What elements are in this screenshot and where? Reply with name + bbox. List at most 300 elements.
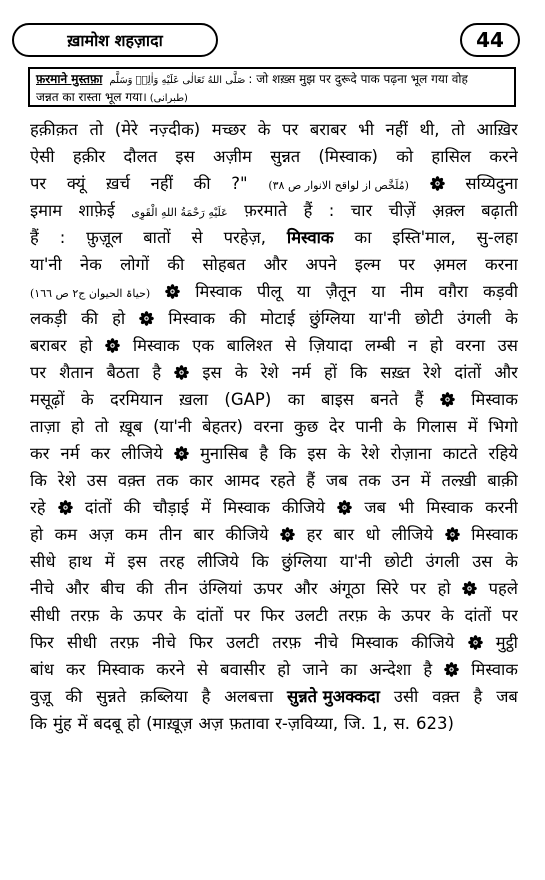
- arabic-reference: (حیاۃ الحیوان ج٢ ص ١٦٦): [30, 287, 151, 300]
- word: हों: [324, 363, 338, 382]
- word: बांध: [30, 660, 54, 679]
- word: पर: [410, 579, 427, 598]
- word: अ़क़्ल: [432, 201, 465, 220]
- word: चीज़ें: [388, 201, 416, 220]
- word: तरफ़: [70, 606, 100, 625]
- word: आमद: [223, 471, 260, 490]
- word: को: [396, 147, 414, 166]
- word: में: [77, 714, 88, 733]
- word: के: [173, 606, 186, 625]
- body-line: [30, 440, 518, 467]
- quote-text-1: : जो शख़्स मुझ पर दुरूदे पाक पढ़ना भूल गया वोह: [248, 72, 468, 86]
- word: फ़तावा: [229, 714, 270, 733]
- word: या: [371, 282, 386, 301]
- word: दांतों: [454, 363, 482, 382]
- flower-ornament-icon: [468, 635, 483, 650]
- word: नीचे: [30, 579, 54, 598]
- word: उस: [472, 552, 493, 571]
- word: भिगो: [488, 417, 518, 436]
- word: ज़ियादा: [308, 336, 353, 355]
- word: सीधे: [30, 552, 56, 571]
- word: तरफ़: [272, 633, 302, 652]
- body-line: [30, 116, 518, 143]
- word: कर: [65, 660, 86, 679]
- word: या'नी: [30, 255, 62, 274]
- word: रेशे: [260, 363, 279, 382]
- word: हैं: [30, 228, 39, 247]
- word: लीजिये: [197, 552, 239, 571]
- word: कर: [30, 444, 50, 463]
- word: ख़ला: [179, 390, 209, 409]
- word: ताज़ा: [30, 417, 61, 436]
- word: रोज़ाना: [390, 444, 432, 463]
- word: बालिश्त: [226, 336, 273, 355]
- word: करने: [156, 660, 185, 679]
- word: बदबू: [93, 714, 122, 733]
- word: कार: [189, 471, 214, 490]
- word: तो: [451, 120, 465, 139]
- body-text: [30, 116, 518, 737]
- word: बार: [333, 525, 355, 544]
- body-line: [30, 575, 518, 602]
- body-line: [30, 170, 518, 197]
- word: छुंग्लिया: [281, 552, 327, 571]
- word: की: [123, 498, 141, 517]
- word: वरना: [455, 336, 486, 355]
- word: फिर: [30, 633, 54, 652]
- word: के: [110, 606, 123, 625]
- word: से: [196, 660, 209, 679]
- word: सिरे: [376, 579, 399, 598]
- word: मच्छर: [211, 120, 247, 139]
- word: सीधी: [30, 606, 60, 625]
- word: तो: [94, 417, 109, 436]
- word: थी,: [419, 120, 440, 139]
- quote-reference: (طبرانی): [149, 93, 188, 104]
- word: सु-लहा: [476, 228, 518, 247]
- body-line: [30, 278, 518, 305]
- word: र-ज़विय्या,: [275, 714, 339, 733]
- word: करना: [485, 255, 518, 274]
- word: तो: [89, 120, 104, 139]
- word: कम: [54, 525, 78, 544]
- word: मिस्वाक: [168, 309, 216, 328]
- word: तरफ़: [110, 633, 139, 652]
- word: गिलास: [416, 417, 457, 436]
- word: धो: [365, 525, 381, 544]
- word: सख़्त: [380, 363, 411, 382]
- word: के: [393, 417, 406, 436]
- word: ऐसी: [30, 147, 55, 166]
- word: चौड़ाई: [152, 498, 189, 517]
- word: रहते: [270, 471, 296, 490]
- word: इल्म: [354, 255, 381, 274]
- word: बवासीर: [220, 660, 266, 679]
- word: (या'नी: [153, 417, 192, 436]
- word: मिस्वाक: [471, 660, 518, 679]
- word: (माख़ूज़: [146, 714, 193, 733]
- word: का: [287, 390, 305, 409]
- word: नज़्दीक): [149, 120, 201, 139]
- flower-ornament-icon: [440, 392, 455, 407]
- word: उंगली: [425, 552, 460, 571]
- word: भी: [358, 120, 374, 139]
- word: मुंह: [52, 714, 72, 733]
- word: में: [467, 417, 478, 436]
- word: हर: [306, 525, 323, 544]
- word: तीन: [164, 579, 188, 598]
- bold-term: मिस्वाक: [286, 228, 334, 247]
- word: कम: [125, 525, 148, 544]
- body-line: [30, 305, 518, 332]
- word: हैं: [303, 201, 313, 220]
- word: में: [104, 552, 115, 571]
- body-line: [30, 548, 518, 575]
- word: शाफ़ेई: [78, 201, 115, 220]
- word: है: [152, 363, 162, 382]
- word: :: [328, 201, 335, 220]
- word: के: [80, 390, 94, 409]
- word: हासिल: [431, 147, 472, 166]
- flower-ornament-icon: [139, 311, 154, 326]
- word: की: [65, 687, 83, 706]
- word: की: [81, 309, 99, 328]
- word: मिस्वाक: [471, 390, 518, 409]
- word: के: [441, 606, 454, 625]
- word: कि: [279, 444, 297, 463]
- word: बढ़ाती: [481, 201, 518, 220]
- word: करने: [489, 147, 518, 166]
- body-line: [30, 710, 518, 737]
- word: पर: [501, 606, 518, 625]
- word: वक़्त: [432, 687, 460, 706]
- word: क्यूं: [66, 174, 86, 193]
- word: अन्देशा: [369, 660, 412, 679]
- word: ख़र्च: [105, 174, 130, 193]
- word: इस: [175, 147, 195, 166]
- word: पर: [282, 120, 299, 139]
- word: मिस्वाक: [351, 633, 399, 652]
- flower-ornament-icon: [337, 500, 352, 515]
- word: वुज़ू: [30, 687, 52, 706]
- body-line: [30, 467, 518, 494]
- word: हो: [277, 660, 291, 679]
- word: उस: [497, 336, 518, 355]
- word: हो: [79, 336, 93, 355]
- word: के: [378, 606, 391, 625]
- word: मसूढ़ों: [30, 390, 65, 409]
- word: रेशे: [423, 363, 442, 382]
- word: बीच: [100, 579, 125, 598]
- flower-ornament-icon: [445, 527, 460, 542]
- arabic-salutation: صَلَّى اللهُ تَعَالٰى عَلَيْهِ وَاٰلِهٖ وَسَلَّم: [109, 75, 246, 86]
- word: इस: [307, 444, 327, 463]
- word: तक: [156, 471, 179, 490]
- word: कि: [251, 552, 269, 571]
- arabic-reference: عَلَيْهِ رَحْمَةُ اللهِ الْقَوِی: [131, 206, 228, 219]
- word: छुंग्लिया: [309, 309, 355, 328]
- quote-heading: फ़रमाने मुस्तफ़ा: [36, 72, 103, 86]
- word: जब: [325, 471, 348, 490]
- word: के: [257, 120, 271, 139]
- word: नीम: [400, 282, 424, 301]
- word: दरमियान: [110, 390, 163, 409]
- word: है: [423, 660, 433, 679]
- word: लकड़ी: [30, 309, 67, 328]
- word: वक़्त: [117, 471, 146, 490]
- word: जब: [364, 498, 386, 517]
- word: हो: [71, 417, 85, 436]
- word: ऊपर: [401, 606, 431, 625]
- word: और: [65, 579, 90, 598]
- word: दांतों: [464, 606, 492, 625]
- word: अपने: [305, 255, 337, 274]
- word: की: [193, 174, 211, 193]
- word: नहीं: [150, 174, 173, 193]
- quote-line-2: [36, 89, 508, 107]
- word: एक: [192, 336, 215, 355]
- word: सीधी: [66, 633, 97, 652]
- word: बेहतर): [202, 417, 243, 436]
- word: मिस्वाक: [132, 336, 180, 355]
- word: जब: [496, 687, 518, 706]
- body-line: [30, 494, 518, 521]
- word: तक: [358, 471, 381, 490]
- body-line: [30, 224, 518, 251]
- word: के: [337, 444, 351, 463]
- word: स.: [393, 714, 410, 733]
- flower-ornament-icon: [58, 500, 73, 515]
- word: फ़ुज़ूल: [86, 228, 123, 247]
- word: अंगूठा: [329, 579, 365, 598]
- word: उंगली: [457, 309, 492, 328]
- word: मोटाई: [260, 309, 296, 328]
- body-line: [30, 413, 518, 440]
- word: अज़: [198, 714, 224, 733]
- word: नर्म: [291, 363, 311, 382]
- word: है: [473, 687, 483, 706]
- word: मिस्वाक: [97, 660, 145, 679]
- word: और: [294, 579, 318, 598]
- flower-ornament-icon: [280, 527, 295, 542]
- word: करनी: [485, 498, 518, 517]
- word: हक़ीर: [72, 147, 106, 166]
- word: लीजिये: [121, 444, 163, 463]
- word: और: [494, 363, 518, 382]
- word: ज़ैतून: [325, 282, 357, 301]
- word: मिस्वाक: [195, 282, 242, 301]
- word: और: [263, 255, 288, 274]
- word: दांतों: [196, 606, 224, 625]
- word: ऊपर: [133, 606, 163, 625]
- flower-ornament-icon: [174, 365, 189, 380]
- word: कि: [30, 714, 47, 733]
- word: शैतान: [59, 363, 94, 382]
- word: परहेज़,: [223, 228, 266, 247]
- word: उलटी: [226, 633, 259, 652]
- word: :: [59, 228, 66, 247]
- word: कीजिये: [225, 525, 269, 544]
- word: पहले: [488, 579, 518, 598]
- word: मुट्ठी: [495, 633, 518, 652]
- word: मुनासिब: [200, 444, 249, 463]
- word: अज़: [88, 525, 114, 544]
- body-line: [30, 359, 518, 386]
- word: अज़ीम: [212, 147, 252, 166]
- word: का: [354, 228, 372, 247]
- word: वरना: [253, 417, 284, 436]
- word: जाने: [302, 660, 329, 679]
- word: के: [505, 309, 518, 328]
- word: अलबत्ता: [224, 687, 274, 706]
- word: हक़ीक़त: [30, 120, 78, 139]
- word: बराबर: [30, 336, 67, 355]
- word: पर: [30, 174, 47, 193]
- word: पर: [398, 255, 415, 274]
- word: नीचे: [152, 633, 177, 652]
- word: मिस्वाक: [426, 498, 473, 517]
- word: ख़ूब: [119, 417, 143, 436]
- word: हो: [437, 579, 451, 598]
- word: छोटी: [414, 309, 444, 328]
- word: मिस्वाक: [223, 498, 270, 517]
- word: वग़ैरा: [438, 282, 469, 301]
- word: कीजिये: [281, 498, 325, 517]
- word: हाथ: [68, 552, 92, 571]
- flower-ornament-icon: [444, 662, 459, 677]
- book-title: ख़ामोश शहज़ादा: [12, 23, 218, 57]
- word: बाक़ी: [487, 471, 518, 490]
- word: लोगों: [120, 255, 150, 274]
- word: मिस्वाक: [471, 525, 518, 544]
- quote-line-1: [36, 71, 508, 89]
- word: इमाम: [30, 201, 63, 220]
- word: चार: [350, 201, 373, 220]
- word: 1,: [371, 714, 388, 733]
- word: या'नी: [368, 309, 401, 328]
- body-line: [30, 683, 518, 710]
- word: उलटी: [295, 606, 328, 625]
- word: बनते: [370, 390, 399, 409]
- word: लम्बी: [365, 336, 396, 355]
- word: सुन्नत: [270, 147, 301, 166]
- word: 623): [416, 714, 454, 733]
- word: में: [201, 498, 211, 517]
- word: छोटी: [384, 552, 413, 571]
- word: कि: [350, 363, 368, 382]
- word: सुन्नते: [96, 687, 127, 706]
- word: हो: [112, 309, 126, 328]
- word: आख़िर: [476, 120, 518, 139]
- word: कीजिये: [411, 633, 455, 652]
- word: या'नी: [339, 552, 372, 571]
- word: देर: [329, 417, 345, 436]
- body-line: [30, 332, 518, 359]
- word: सय्यिदुना: [465, 174, 518, 193]
- word: उंग्लियां: [198, 579, 242, 598]
- word: पानी: [355, 417, 383, 436]
- word: दौलत: [123, 147, 158, 166]
- body-line: [30, 197, 518, 224]
- word: भी: [398, 498, 415, 517]
- body-line: [30, 143, 518, 170]
- word: की: [167, 255, 185, 274]
- word: रहिये: [488, 444, 518, 463]
- word: कड़वी: [483, 282, 518, 301]
- flower-ornament-icon: [430, 176, 445, 191]
- word: बाइस: [321, 390, 354, 409]
- word: (GAP): [224, 390, 272, 409]
- word: कुछ: [293, 417, 319, 436]
- word: ऊपर: [253, 579, 283, 598]
- word: नीचे: [314, 633, 339, 652]
- body-line: [30, 521, 518, 548]
- word: इस: [127, 552, 147, 571]
- word: तल्ख़ी: [441, 471, 477, 490]
- word: रेशे: [361, 444, 380, 463]
- body-line: [30, 251, 518, 278]
- word: रेशे: [57, 471, 76, 490]
- body-line: [30, 386, 518, 413]
- word: है: [259, 444, 269, 463]
- word: इस्ति'माल,: [392, 228, 456, 247]
- word: फ़रमाते: [244, 201, 288, 220]
- word: पर: [233, 606, 250, 625]
- word: बार: [193, 525, 214, 544]
- page-number: 44: [460, 23, 520, 57]
- word: बातों: [143, 228, 171, 247]
- arabic-reference: (مُلَخَّص از لواقح الانوار ص ٣٨): [268, 179, 409, 192]
- word: बैठता: [106, 363, 140, 382]
- word: का: [340, 660, 358, 679]
- word: पीलू: [256, 282, 282, 301]
- word: हैं: [414, 390, 424, 409]
- word: रहे: [30, 498, 46, 517]
- flower-ornament-icon: [165, 284, 180, 299]
- word: बराबर: [309, 120, 347, 139]
- word: हो: [429, 336, 443, 355]
- word: हो: [127, 714, 141, 733]
- word: क़ब्लिया: [140, 687, 188, 706]
- word: अ़मल: [433, 255, 467, 274]
- flower-ornament-icon: [462, 581, 477, 596]
- word: तीन: [159, 525, 182, 544]
- word: तरफ़: [338, 606, 368, 625]
- word: फिर: [260, 606, 285, 625]
- flower-ornament-icon: [174, 446, 189, 461]
- word: की: [229, 309, 247, 328]
- word: सोहबत: [202, 255, 246, 274]
- word: ?": [231, 174, 248, 193]
- word: से: [191, 228, 203, 247]
- word: दांतों: [84, 498, 112, 517]
- word: तरह: [159, 552, 185, 571]
- body-line: [30, 629, 518, 656]
- word: न: [408, 336, 418, 355]
- word: कर: [90, 444, 111, 463]
- word: से: [285, 336, 297, 355]
- word: जि.: [344, 714, 366, 733]
- word: हैं: [306, 471, 316, 490]
- bold-term: सुन्नते मुअक्कदा: [287, 687, 380, 706]
- word: या: [296, 282, 311, 301]
- word: में: [420, 471, 431, 490]
- hadith-quote-box: [28, 67, 516, 107]
- word: के: [234, 363, 248, 382]
- word: काटते: [442, 444, 478, 463]
- word: हो: [30, 525, 44, 544]
- word: की: [136, 579, 154, 598]
